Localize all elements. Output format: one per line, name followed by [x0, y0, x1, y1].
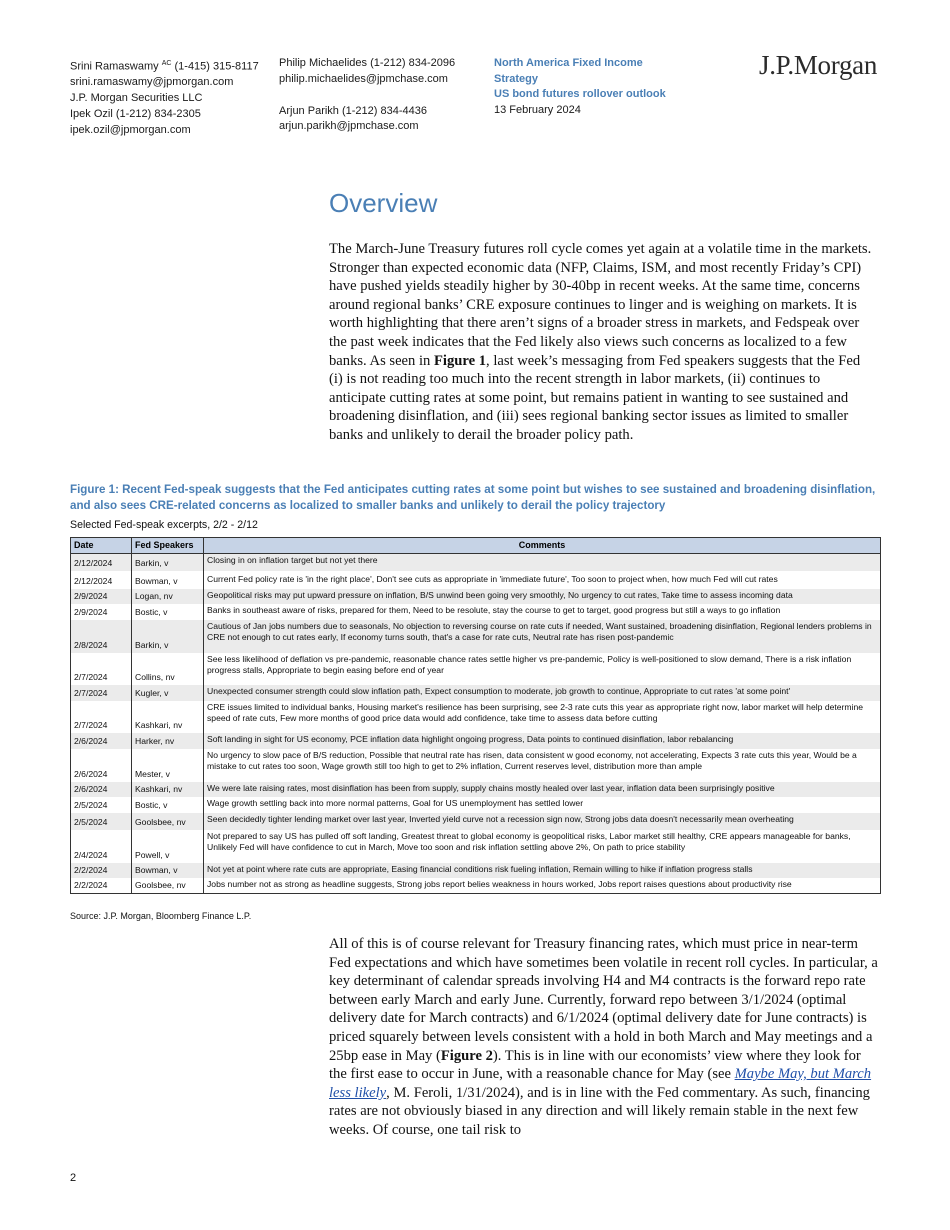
- financing-rates-paragraph: All of this is of course relevant for Treasury financing rates, which must price in near-term Fed expectations and which have sometimes been volatile in recent roll cycles. In particular, a key determinant of calendar spreads involving H4 and M4 contracts is the forward repo rate between early March and early June. Currently, forward repo between 3/1/2024 (optimal delivery date for March contracts) and 6/1/2024 (optimal delivery date for June contracts) is priced squarely between levels consistent with a hold in both March and May meetings and a 25bp ease in May (Figure 2). This is in line with our economists’ view where they look for the first ease to occur in June, with a reasonable chance for May (see Maybe May, but March less likely, M. Feroli, 1/31/2024), and is in line with the Fed commentary. As such, financing rates are not obviously biased in any direction and will likely remain stable in the next few weeks. Of course, one tail risk to: [329, 936, 878, 1138]
- maybe-may-report-link[interactable]: Maybe May, but March less likely: [329, 1066, 872, 1101]
- cell-comment: We were late raising rates, most disinflation has been from supply, supply chains mostly healed over last year, inflation data been surprisingly positive: [204, 782, 881, 797]
- cell-date: 2/2/2024: [71, 863, 132, 878]
- cell-date: 2/5/2024: [71, 797, 132, 813]
- table-row: [71, 604, 881, 620]
- cell-speaker: Kashkari, nv: [132, 701, 204, 733]
- page-number: 2: [70, 1172, 77, 1184]
- fedspeak-table-container: [70, 537, 881, 894]
- cell-date: 2/6/2024: [71, 733, 132, 749]
- cell-speaker: Logan, nv: [132, 589, 204, 604]
- table-row: [71, 701, 881, 733]
- contact-ozil: Ipek Ozil (1-212) 834-2305: [70, 108, 201, 121]
- contact-block-left: [70, 56, 259, 138]
- cell-date: 2/12/2024: [71, 571, 132, 589]
- cell-speaker: Bowman, v: [132, 863, 204, 878]
- fedspeak-table: [70, 537, 881, 894]
- cell-comment: Cautious of Jan jobs numbers due to seasonals, No objection to reversing course on rate cuts if needed, Want sustained, broadening disinflation, Regional lenders problems in CRE not enough to cut rates early, If economy turns south, that's a case for rate cuts, Neutral rate has risen post-pandemic: [204, 620, 881, 653]
- email-ramaswamy[interactable]: srini.ramaswamy@jpmorgan.com: [70, 76, 234, 89]
- cell-speaker: Barkin, v: [132, 554, 204, 571]
- email-michaelides[interactable]: philip.michaelides@jpmchase.com: [279, 72, 448, 85]
- jpmorgan-logo: J.P.Morgan: [759, 50, 878, 80]
- cell-date: 2/9/2024: [71, 589, 132, 604]
- cell-speaker: Barkin, v: [132, 620, 204, 653]
- cell-date: 2/2/2024: [71, 878, 132, 894]
- table-row: [71, 653, 881, 685]
- table-row: [71, 830, 881, 863]
- table-header-row: [71, 538, 881, 554]
- figure-1-subtitle: Selected Fed-speak excerpts, 2/2 - 2/12: [70, 519, 258, 531]
- table-row: [71, 620, 881, 653]
- figure-2-reference: Figure 2: [440, 1047, 493, 1064]
- column-header-comments: Comments: [204, 538, 881, 554]
- cell-speaker: Kugler, v: [132, 685, 204, 701]
- section-title-overview: Overview: [329, 188, 438, 218]
- cell-date: 2/5/2024: [71, 813, 132, 830]
- cell-comment: No urgency to slow pace of B/S reduction, Possible that neutral rate has risen, data consistent w good economy, not accelerating, Expects 3 rate cuts this year, Would be a mistake to cut rates too soon, Wage growth still too high to get to 2% inflation, Current reserves level, distribution more than ample: [204, 749, 881, 782]
- cell-speaker: Bowman, v: [132, 571, 204, 589]
- table-row: [71, 782, 881, 797]
- table-row: [71, 733, 881, 749]
- cell-comment: Current Fed policy rate is 'in the right place', Don't see cuts as appropriate in 'immediate future', Too soon to project when, how much Fed will cut rates: [204, 571, 881, 589]
- contact-parikh: Arjun Parikh (1-212) 834-4436: [279, 104, 427, 117]
- cell-date: 2/8/2024: [71, 620, 132, 653]
- overview-paragraph: The March-June Treasury futures roll cycle comes yet again at a volatile time in the markets. Stronger than expected economic data (NFP, Claims, ISM, and most recently Friday’s CPI) have pushed yields steadily higher by 30-40bp in recent weeks. At the same time, concerns around regional banks’ CRE exposure continues to linger and is weighing on markets. It is worth highlighting that there aren’t signs of a broader stress in markets, and Fedspeak over the past week indicates that the Fed likely also views such concerns as localized to a few banks. As seen in Figure 1, last week’s messaging from Fed speakers suggests that the Fed (i) is not reading too much into the recent strength in labor markets, (ii) continues to anticipate cutting rates at some point, but remains patient in wanting to see sustained and broadening disinflation, and (iii) sees regional banking sector issues as limited to smaller banks and unlikely to derail the broader policy path.: [329, 241, 872, 443]
- cell-comment: Jobs number not as strong as headline suggests, Strong jobs report belies weakness in hours worked, Jobs report raises questions about productivity rise: [204, 878, 881, 894]
- cell-comment: Closing in on inflation target but not yet there: [204, 554, 881, 571]
- cell-speaker: Harker, nv: [132, 733, 204, 749]
- cell-date: 2/12/2024: [71, 554, 132, 571]
- contact-block-mid: [279, 56, 455, 135]
- table-row: [71, 813, 881, 830]
- cell-date: 2/7/2024: [71, 701, 132, 733]
- table-row: [71, 554, 881, 571]
- table-row: [71, 878, 881, 894]
- column-header-speakers: Fed Speakers: [132, 538, 204, 554]
- report-title: US bond futures rollover outlook: [494, 88, 666, 100]
- column-header-date: Date: [71, 538, 132, 554]
- cell-comment: CRE issues limited to individual banks, Housing market's resilience has been surprising, see 2-3 rate cuts this year as appropriate right now, labor market will help determine speed of rate cuts, Few more months of good price data would add confidence, take time to assess data before cutting: [204, 701, 881, 733]
- cell-speaker: Kashkari, nv: [132, 782, 204, 797]
- series-name-line1: North America Fixed Income: [494, 57, 643, 69]
- cell-date: 2/6/2024: [71, 782, 132, 797]
- cell-comment: See less likelihood of deflation vs pre-pandemic, reasonable chance rates settle higher vs pre-pandemic, Policy is well-positioned to slow demand, There is a risk inflation progress stalls, Appropriate to begin easing before end of year: [204, 653, 881, 685]
- cell-date: 2/7/2024: [71, 685, 132, 701]
- contact-ramaswamy: Srini Ramaswamy $^{AC}$ (1-415) 315-8117: [70, 60, 259, 73]
- cell-date: 2/4/2024: [71, 830, 132, 863]
- figure-1-source: Source: J.P. Morgan, Bloomberg Finance L.P.: [70, 911, 252, 921]
- figure-1-reference: Figure 1: [434, 352, 487, 369]
- table-row: [71, 749, 881, 782]
- cell-speaker: Mester, v: [132, 749, 204, 782]
- report-date: 13 February 2024: [494, 103, 581, 116]
- cell-date: 2/6/2024: [71, 749, 132, 782]
- cell-comment: Seen decidedly tighter lending market over last year, Inverted yield curve not a recession sign now, Strong jobs data doesn't necessarily mean overheating: [204, 813, 881, 830]
- cell-comment: Unexpected consumer strength could slow inflation path, Expect consumption to moderate, job growth to continue, Appropriate to cut rates 'at some point': [204, 685, 881, 701]
- cell-comment: Banks in southeast aware of risks, prepared for them, Need to be resolute, stay the course to get to target, good progress but still a ways to go inflation: [204, 604, 881, 620]
- cell-speaker: Powell, v: [132, 830, 204, 863]
- cell-speaker: Goolsbee, nv: [132, 813, 204, 830]
- cell-speaker: Collins, nv: [132, 653, 204, 685]
- firm-name: J.P. Morgan Securities LLC: [70, 91, 203, 104]
- table-row: [71, 685, 881, 701]
- cell-comment: Soft landing in sight for US economy, PCE inflation data highlight ongoing progress, Data points to continued disinflation, labor rebalancing: [204, 733, 881, 749]
- series-name-line2: Strategy: [494, 72, 539, 85]
- cell-comment: Not prepared to say US has pulled off soft landing, Greatest threat to global economy is geopolitical risks, Labor market still healthy, CRE appears manageable for banks, Unlikely Fed will have confidence to cut in March, Move too soon and risk inflation settling above 2%, On path to price stability: [204, 830, 881, 863]
- email-ozil[interactable]: ipek.ozil@jpmorgan.com: [70, 123, 191, 136]
- cell-comment: Wage growth settling back into more normal patterns, Goal for US unemployment has settled lower: [204, 797, 881, 813]
- email-parikh[interactable]: arjun.parikh@jpmchase.com: [279, 120, 419, 132]
- contact-michaelides: Philip Michaelides (1-212) 834-2096: [279, 57, 456, 69]
- report-meta: [494, 56, 666, 118]
- table-row: [71, 571, 881, 589]
- cell-comment: Not yet at point where rate cuts are appropriate, Easing financial conditions risk fueling inflation, Remain willing to hike if inflation progress stalls: [204, 863, 881, 878]
- cell-speaker: Goolsbee, nv: [132, 878, 204, 894]
- cell-comment: Geopolitical risks may put upward pressure on inflation, B/S unwind been going very smoothly, No urgency to cut rates, Take time to assess incoming data: [204, 589, 881, 604]
- table-row: [71, 863, 881, 878]
- cell-speaker: Bostic, v: [132, 797, 204, 813]
- cell-date: 2/7/2024: [71, 653, 132, 685]
- table-row: [71, 589, 881, 604]
- cell-date: 2/9/2024: [71, 604, 132, 620]
- figure-1-title: Figure 1: Recent Fed-speak suggests that the Fed anticipates cutting rates at some point but wishes to see sustained and broadening disinflation, and also sees CRE-related concerns as localized to smaller banks and unlikely to derail the policy trajectory: [70, 483, 876, 512]
- table-row: [71, 797, 881, 813]
- cell-speaker: Bostic, v: [132, 604, 204, 620]
